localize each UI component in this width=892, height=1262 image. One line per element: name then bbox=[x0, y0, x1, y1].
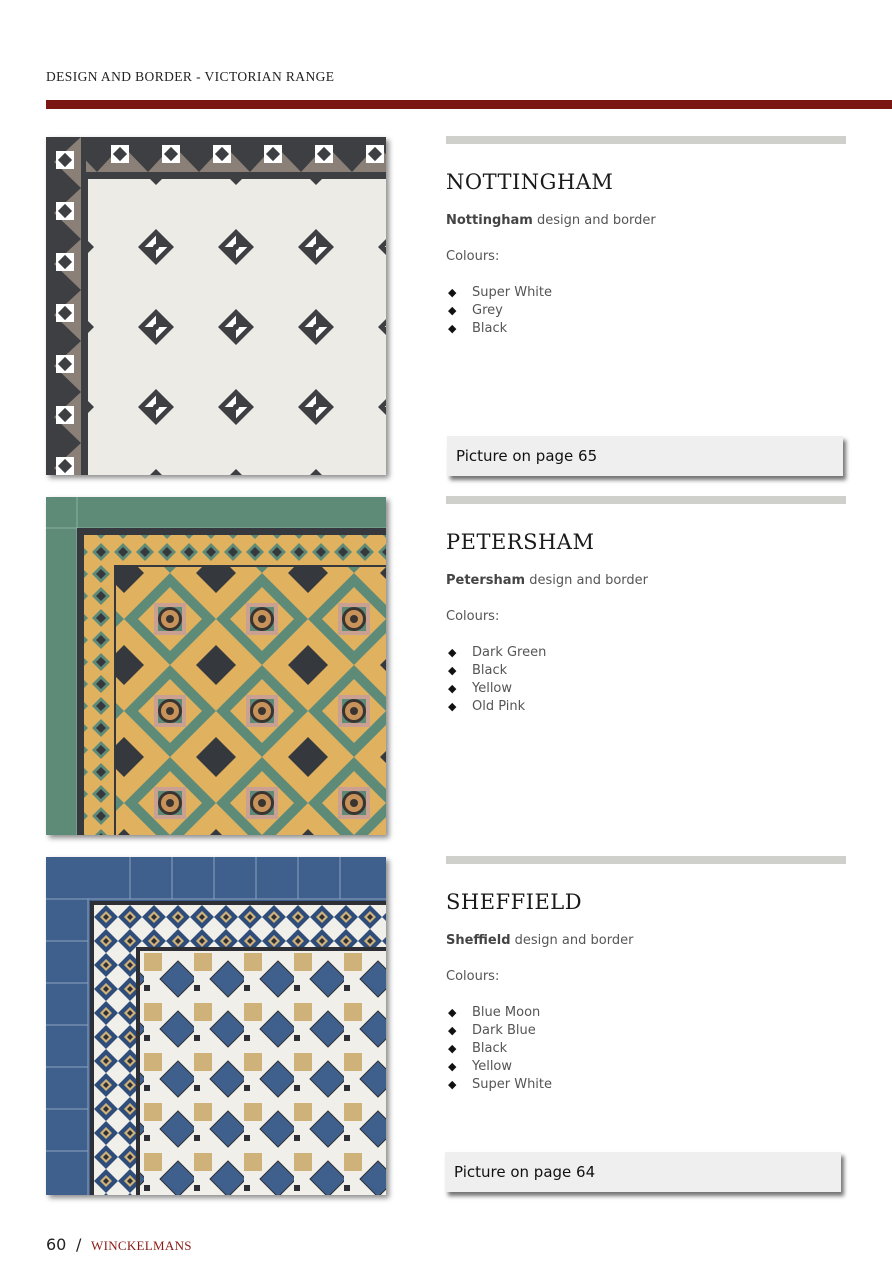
diamond-bullet-icon: ◆ bbox=[448, 664, 457, 677]
nottingham-desc-name: Nottingham bbox=[446, 213, 533, 228]
sheffield-description bbox=[446, 933, 633, 948]
nottingham-description bbox=[446, 213, 656, 228]
sheffield-desc-rest: design and border bbox=[510, 933, 634, 948]
sheffield-picture-ref[interactable]: Picture on page 64 bbox=[445, 1152, 841, 1192]
diamond-bullet-icon: ◆ bbox=[448, 1042, 457, 1055]
colour-item: ◆ Black bbox=[448, 1041, 508, 1056]
colour-item: ◆ Dark Blue bbox=[448, 1023, 536, 1038]
sheffield-desc-name: Sheffield bbox=[446, 933, 511, 948]
nottingham-title: NOTTINGHAM bbox=[446, 170, 614, 194]
diamond-bullet-icon: ◆ bbox=[448, 646, 457, 659]
sheffield-tile-image bbox=[46, 857, 386, 1195]
nottingham-desc-rest: design and border bbox=[532, 213, 656, 228]
petersham-colour-list bbox=[446, 644, 646, 716]
header-rule bbox=[46, 100, 892, 109]
brand-name: WINCKELMANS bbox=[91, 1238, 192, 1253]
sheffield-title: SHEFFIELD bbox=[446, 890, 583, 914]
diamond-bullet-icon: ◆ bbox=[448, 304, 457, 317]
colour-item: ◆ Old Pink bbox=[448, 699, 526, 714]
nottingham-colours-label: Colours: bbox=[446, 249, 500, 264]
colour-item: ◆ Super White bbox=[448, 1077, 553, 1092]
colour-item: ◆ Dark Green bbox=[448, 645, 547, 660]
nottingham-picture-ref[interactable]: Picture on page 65 bbox=[447, 436, 843, 476]
petersham-colours-label: Colours: bbox=[446, 609, 500, 624]
sheffield-colour-list bbox=[446, 1004, 646, 1094]
diamond-bullet-icon: ◆ bbox=[448, 682, 457, 695]
nottingham-top-rule bbox=[446, 136, 846, 144]
diamond-bullet-icon: ◆ bbox=[448, 700, 457, 713]
diamond-bullet-icon: ◆ bbox=[448, 1078, 457, 1091]
petersham-top-rule bbox=[446, 496, 846, 504]
page-header-title: DESIGN AND BORDER - VICTORIAN RANGE bbox=[46, 69, 335, 84]
diamond-bullet-icon: ◆ bbox=[448, 1006, 457, 1019]
petersham-title: PETERSHAM bbox=[446, 530, 595, 554]
diamond-bullet-icon: ◆ bbox=[448, 1060, 457, 1073]
colour-item: ◆ Blue Moon bbox=[448, 1005, 541, 1020]
page-number: 60 bbox=[46, 1235, 67, 1254]
petersham-desc-name: Petersham bbox=[446, 573, 526, 588]
nottingham-tile-image bbox=[46, 137, 386, 475]
diamond-bullet-icon: ◆ bbox=[448, 322, 457, 335]
footer-separator: / bbox=[76, 1235, 82, 1254]
diamond-bullet-icon: ◆ bbox=[448, 286, 457, 299]
colour-item: ◆ Grey bbox=[448, 303, 503, 318]
colour-item: ◆ Yellow bbox=[448, 1059, 513, 1074]
nottingham-colour-list bbox=[446, 284, 646, 338]
petersham-desc-rest: design and border bbox=[525, 573, 649, 588]
colour-item: ◆ Black bbox=[448, 663, 508, 678]
colour-item: ◆ Yellow bbox=[448, 681, 513, 696]
sheffield-colours-label: Colours: bbox=[446, 969, 500, 984]
petersham-tile-image bbox=[46, 497, 386, 835]
colour-item: ◆ Super White bbox=[448, 285, 553, 300]
sheffield-top-rule bbox=[446, 856, 846, 864]
colour-item: ◆ Black bbox=[448, 321, 508, 336]
diamond-bullet-icon: ◆ bbox=[448, 1024, 457, 1037]
petersham-description bbox=[446, 573, 648, 588]
